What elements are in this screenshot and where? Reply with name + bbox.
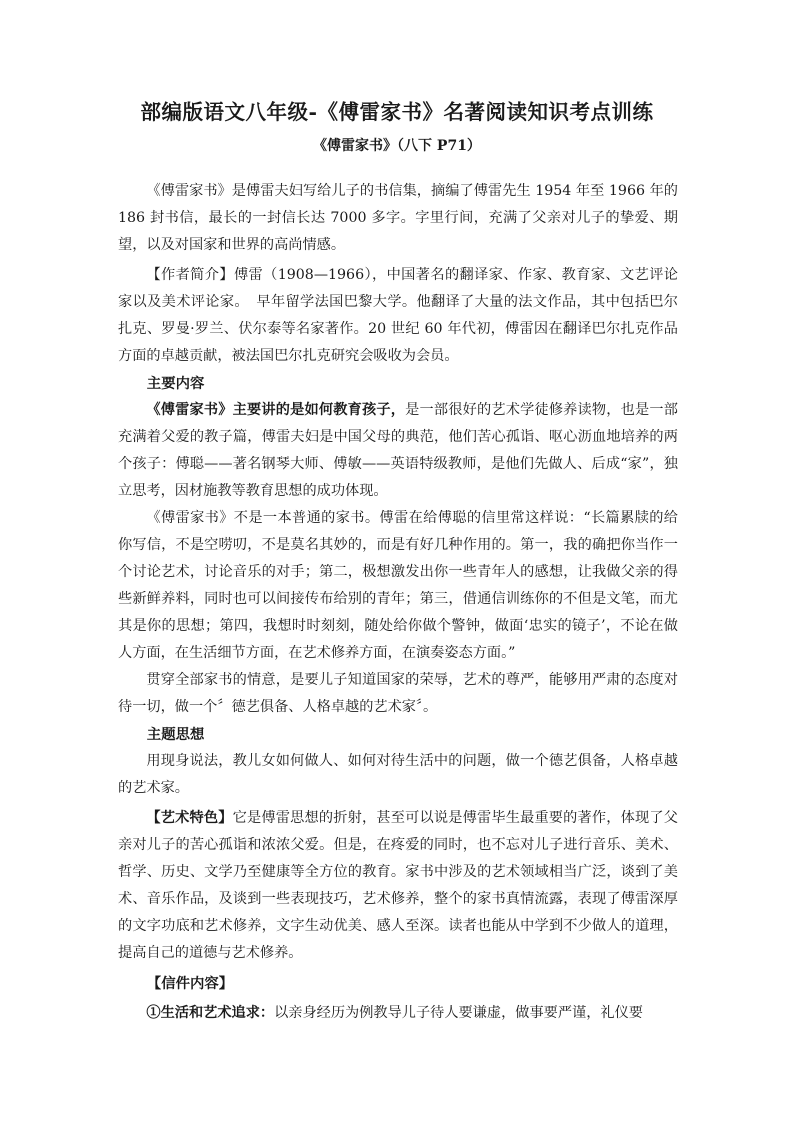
page-title: 部编版语文八年级-《傅雷家书》名著阅读知识考点训练 — [140, 100, 654, 124]
main-paragraph-1 — [118, 397, 678, 505]
main-paragraph-2: 《傅雷家书》不是一本普通的家书。傅雷在给傅聪的信里常这样说：“长篇累牍的给你写信，不是空唠叨，不是莫名其妙的，而是有好几种作用的。第一，我的确把你当作一个讨论艺术，讨论音乐的对手；第二，极想激发出你一些青年人的感想，让我做父亲的得些新鲜养料，同时也可以间接传布给别的青年；第三，借通信训练你的不但是文笔，而尤其是你的思想；第四，我想时时刻刻，随处给你做个警钟，做面‘忠实的镜子’，不论在做人方面，在生活细节方面，在艺术修养方面，在演奏姿态方面。” — [118, 510, 678, 661]
letter-item-1-text: 以亲身经历为例教导儿子待人要谦虚，做事要严谨，礼仪要 — [274, 1005, 643, 1021]
letters-heading: 【信件内容】 — [146, 975, 234, 992]
theme-heading: 主题思想 — [146, 726, 205, 743]
author-text: 傅雷（1908—1966），中国著名的翻译家、作家、教育家、文艺评论家以及美术评论家。 早年留学法国巴黎大学。他翻译了大量的法文作品，其中包括巴尔扎克、罗曼·罗兰、伏尔泰等名家著作。20 世纪 60 年代初，傅雷因在翻译巴尔扎克作品方面的卓越贡献，被法国巴尔扎克研究会吸收为会员。 — [118, 267, 678, 364]
author-paragraph — [118, 262, 678, 370]
theme-paragraph: 用现身说法，教儿女如何做人、如何对待生活中的问题，做一个德艺俱备，人格卓越的艺术家。 — [118, 753, 678, 796]
main-paragraph-1-bold: 《傅雷家书》主要讲的是如何教育孩子， — [146, 402, 406, 418]
art-label: 【艺术特色】 — [146, 810, 233, 826]
document-body — [118, 178, 678, 1027]
art-text: 它是傅雷思想的折射，甚至可以说是傅雷毕生最重要的著作，体现了父亲对儿子的苦心孤诣和浓浓父爱。但是，在疼爱的同时，也不忘对儿子进行音乐、美术、哲学、历史、文学乃至健康等全方位的教育。家书中涉及的艺术领域相当广泛，谈到了美术、音乐作品，及谈到一些表现技巧，艺术修养，整个的家书真情流露，表现了傅雷深厚的文字功底和艺术修养，文字生动优美、感人至深。读者也能从中学到不少做人的道理，提高自己的道德与艺术修养。 — [118, 810, 678, 961]
letter-item-1-bold: ①生活和艺术追求： — [146, 1005, 275, 1021]
intro-paragraph: 《傅雷家书》是傅雷夫妇写给儿子的书信集，摘编了傅雷先生 1954 年至 1966 年的 186 封书信，最长的一封信长达 7000 多字。字里行间，充满了父亲对儿子的挚爱、期望，以及对国家和世界的高尚情感。 — [118, 183, 678, 253]
main-paragraph-3: 贯穿全部家书的情意，是要儿子知道国家的荣辱，艺术的尊严，能够用严肃的态度对待一切，做一个〞德艺俱备、人格卓越的艺术家〞。 — [118, 672, 678, 715]
art-paragraph — [118, 805, 678, 967]
letter-item-1 — [118, 1000, 678, 1027]
main-content-heading: 主要内容 — [146, 375, 205, 392]
main-paragraph-1-text: 是一部很好的艺术学徒修养读物，也是一部充满着父爱的教子篇，傅雷夫妇是中国父母的典范，他们苦心孤诣、呕心沥血地培养的两个孩子：傅聪——著名钢琴大师、傅敏——英语特级教师，是他们先做人、后成“家”，独立思考，因材施教等教育思想的成功体现。 — [118, 402, 678, 499]
author-label: 【作者简介】 — [146, 267, 234, 283]
page-subtitle: 《傅雷家书》（八下 P71） — [313, 138, 481, 154]
